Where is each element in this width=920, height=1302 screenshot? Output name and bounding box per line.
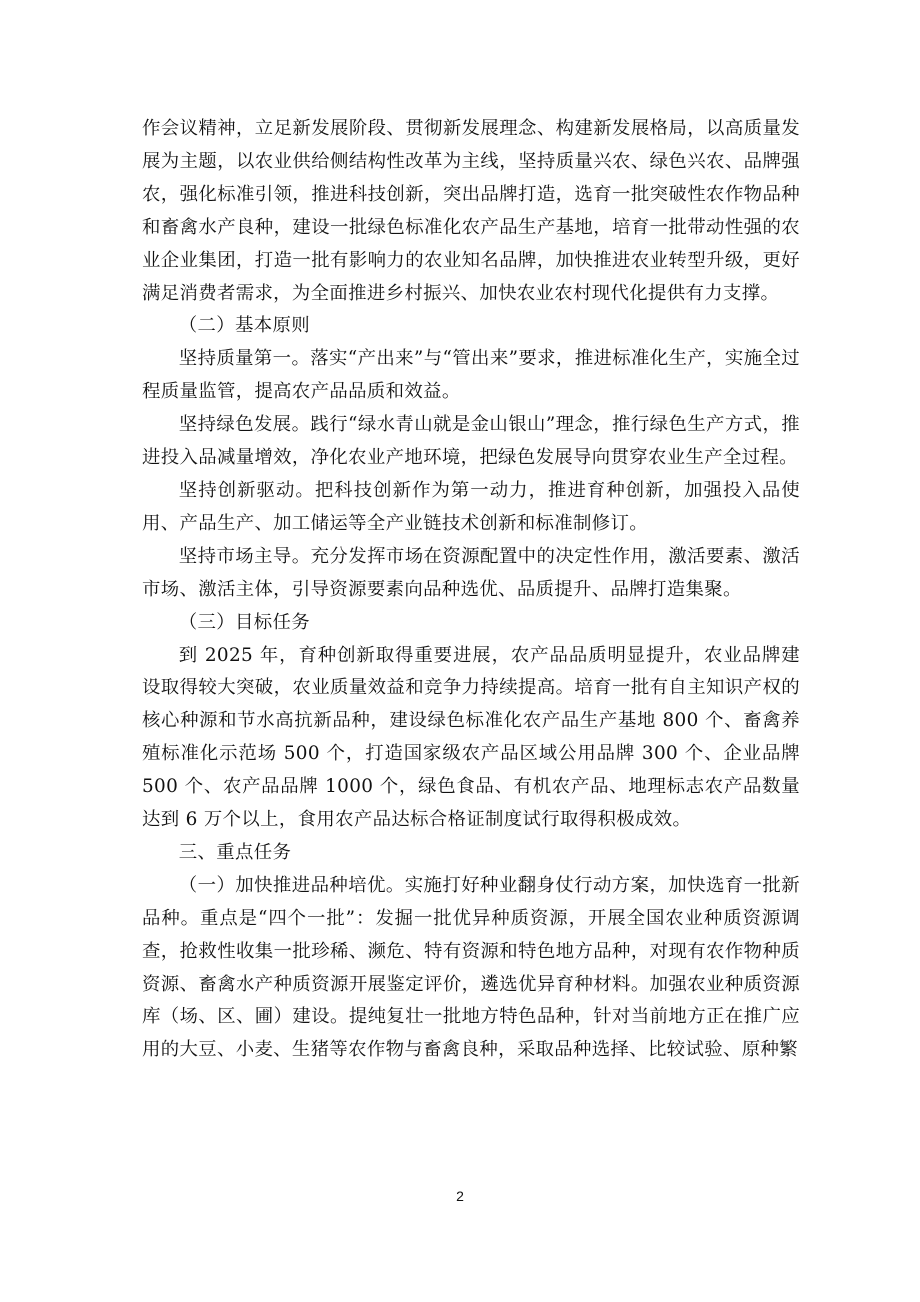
paragraph-2025-goals: 到 2025 年，育种创新取得重要进展，农产品品质明显提升，农业品牌建设取得较大突破，农业质量效益和竞争力持续提高。培育一批有自主知识产权的核心种源和节水高抗新品种，建设绿色标准化农产品生产基地 800 个、畜禽养殖标准化示范场 500 个，打造国家级农产品区域公用品牌 300 个、企业品牌 500 个、农产品品牌 1000 个，绿色食品、有机农产品、地理标志农产品数量达到 6 万个以上，食用农产品达标合格证制度试行取得积极成效。 xyxy=(142,644,800,831)
paragraph-market-led: 坚持市场主导。充分发挥市场在资源配置中的决定性作用，激活要素、激活市场、激活主体，引导资源要素向品种选优、品质提升、品牌打造集聚。 xyxy=(142,545,800,600)
heading-goals-tasks: （三）目标任务 xyxy=(178,611,310,633)
paragraph-variety-improvement: （一）加快推进品种培优。实施打好种业翻身仗行动方案，加快选育一批新品种。重点是“四个一批”：发掘一批优异种质资源，开展全国农业种质资源调查，抢救性收集一批珍稀、濒危、特有资源和特色地方品种，对现有农作物种质资源、畜禽水产种质资源开展鉴定评价，遴选优异育种材料。加强农业种质资源库（场、区、圃）建设。提纯复壮一批地方特色品种，针对当前地方正在推广应用的大豆、小麦、生猪等农作物与畜禽良种，采取品种选择、比较试验、原种繁 xyxy=(142,874,800,1061)
page-number: 2 xyxy=(456,1188,464,1204)
paragraph-innovation-driven: 坚持创新驱动。把科技创新作为第一动力，推进育种创新，加强投入品使用、产品生产、加工储运等全产业链技术创新和标准制修订。 xyxy=(142,479,800,534)
paragraph-intro: 作会议精神，立足新发展阶段、贯彻新发展理念、构建新发展格局，以高质量发展为主题，以农业供给侧结构性改革为主线，坚持质量兴农、绿色兴农、品牌强农，强化标准引领，推进科技创新，突出品牌打造，选育一批突破性农作物品种和畜禽水产良种，建设一批绿色标准化农产品生产基地，培育一批带动性强的农业企业集团，打造一批有影响力的农业知名品牌，加快推进农业转型升级，更好满足消费者需求，为全面推进乡村振兴、加快农业农村现代化提供有力支撑。 xyxy=(142,118,800,304)
heading-basic-principles: （二）基本原则 xyxy=(178,315,310,337)
paragraph-quality-first: 坚持质量第一。落实“产出来”与“管出来”要求，推进标准化生产，实施全过程质量监管，提高农产品品质和效益。 xyxy=(142,348,800,403)
paragraph-green-development: 坚持绿色发展。践行“绿水青山就是金山银山”理念，推行绿色生产方式，推进投入品减量增效，净化农业产地环境，把绿色发展导向贯穿农业生产全过程。 xyxy=(142,414,800,469)
body-text xyxy=(142,113,800,1067)
heading-key-tasks: 三、重点任务 xyxy=(178,841,292,863)
